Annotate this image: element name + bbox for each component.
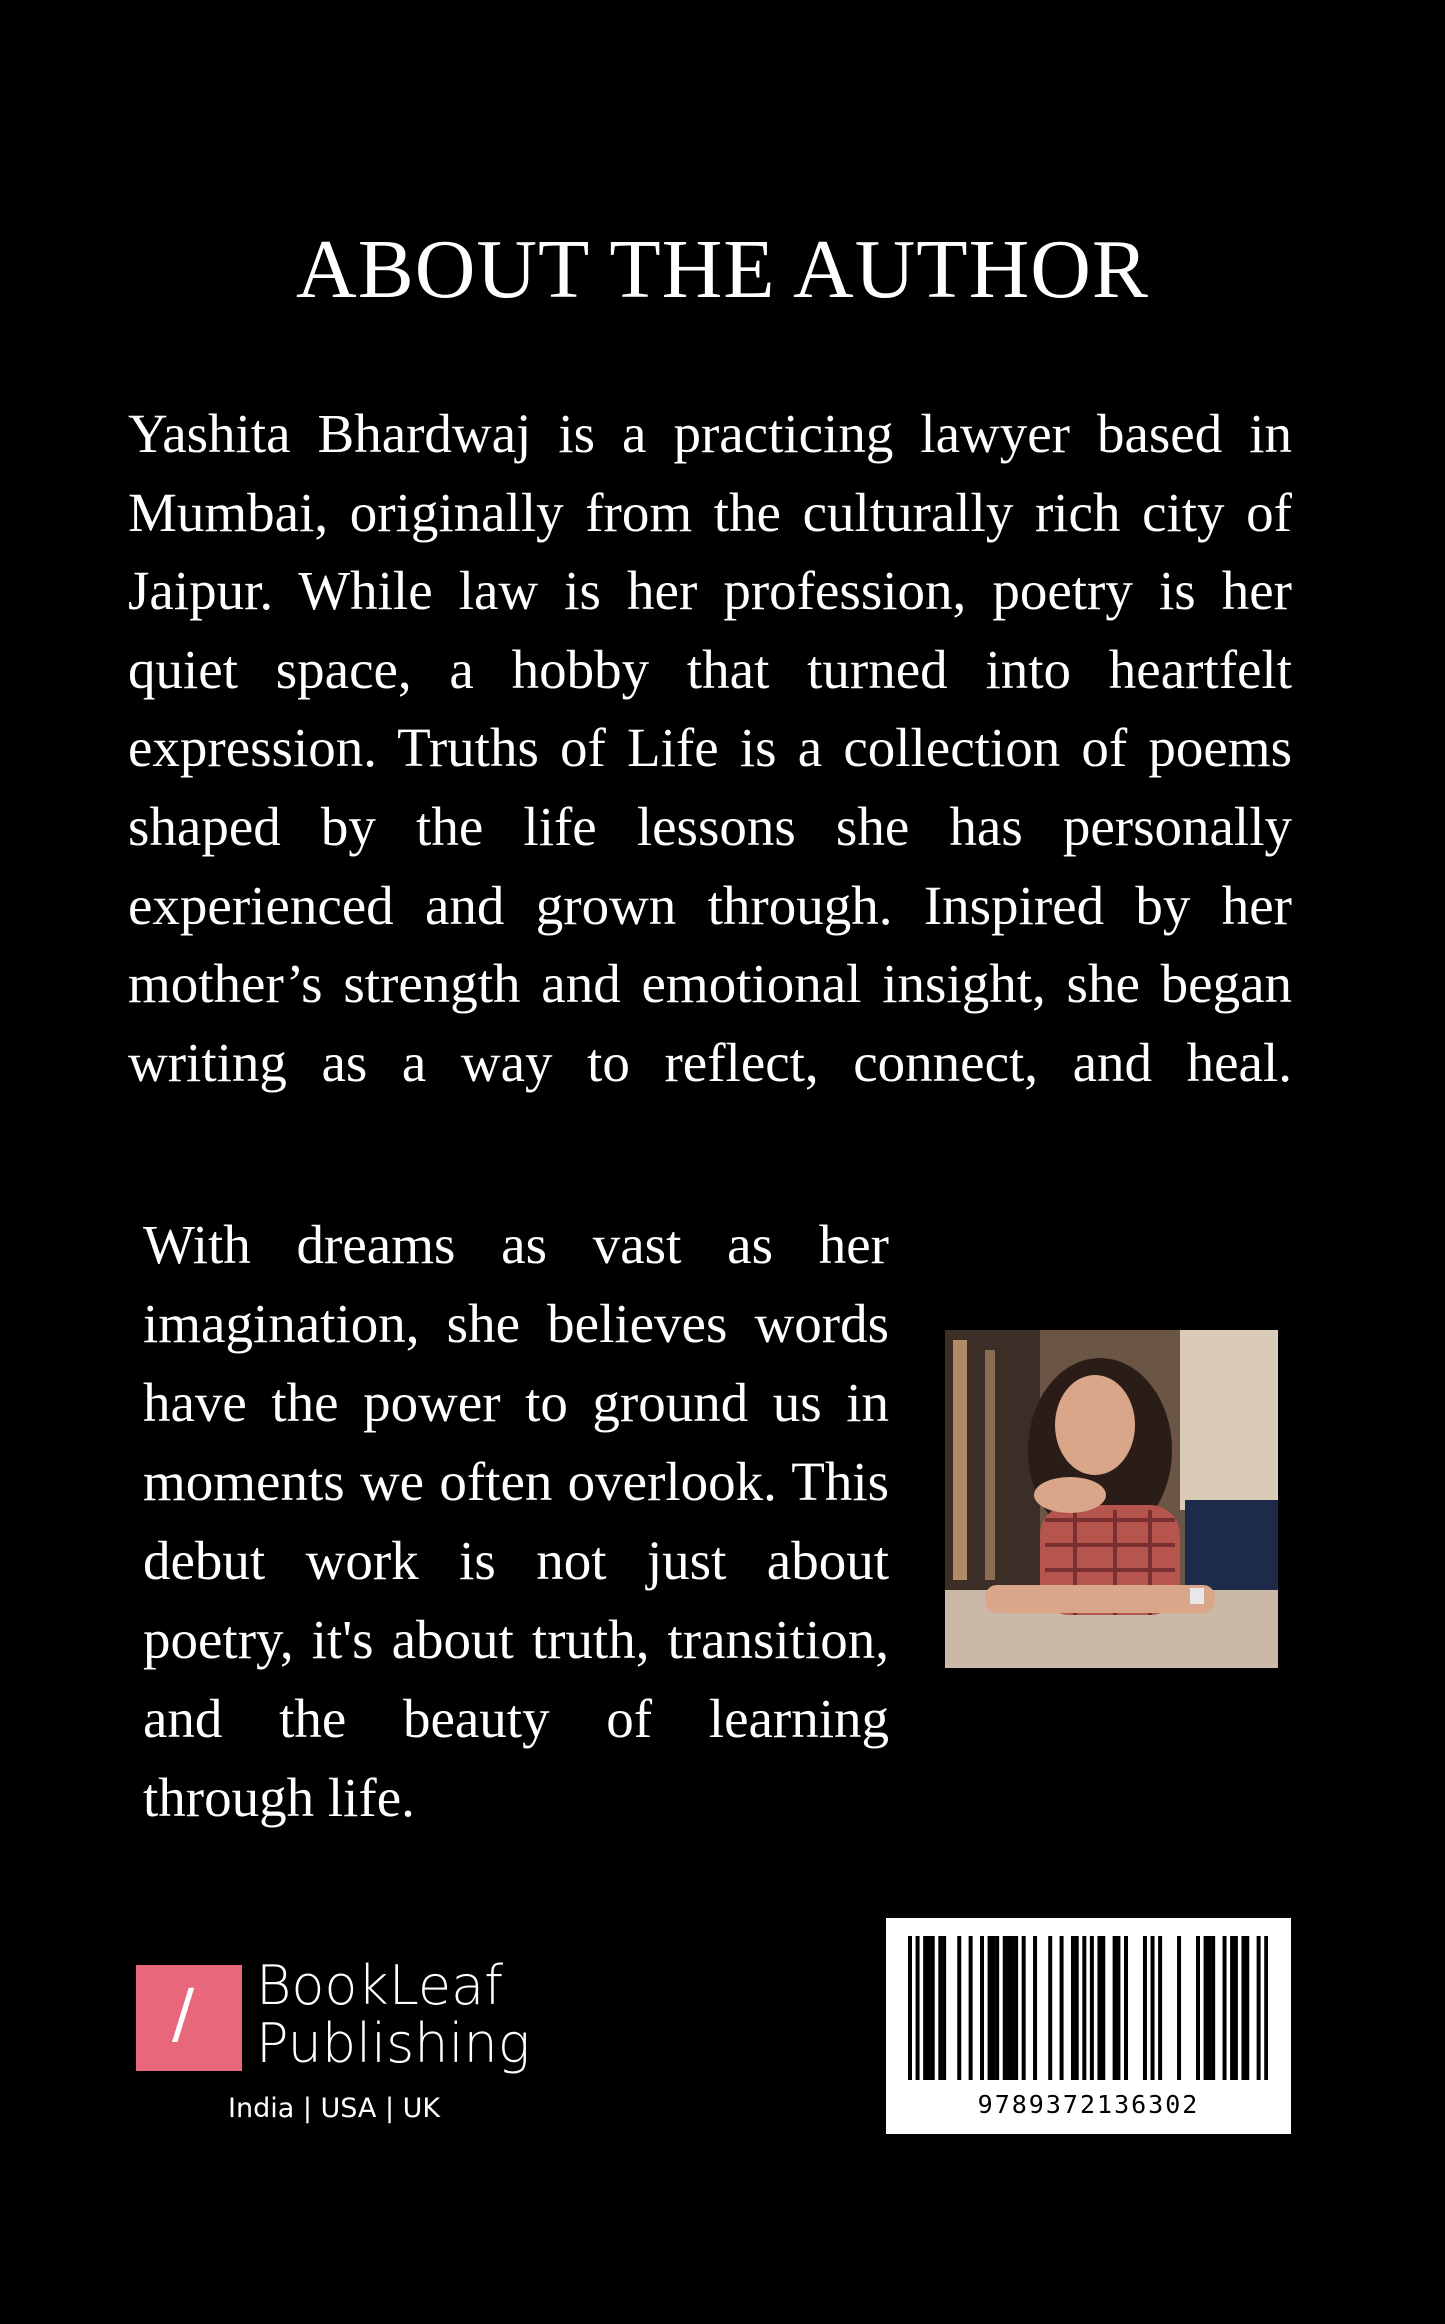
barcode-bar (1124, 1936, 1128, 2080)
barcode-bar (1010, 1936, 1014, 2080)
barcode-bar (1207, 1936, 1211, 2080)
barcode-bar (1113, 1936, 1117, 2080)
barcode-bar (927, 1936, 931, 2080)
logo-slash-glyph: / (172, 1975, 195, 2052)
barcode-bar (923, 1936, 927, 2080)
barcode-bar (1257, 1936, 1261, 2080)
barcode-bar (1003, 1936, 1007, 2080)
barcode-bar (1007, 1936, 1011, 2080)
barcode-bar (1060, 1936, 1064, 2080)
barcode-bar (1143, 1936, 1147, 2080)
barcode-bar (1097, 1936, 1101, 2080)
barcode-bar (1022, 1936, 1026, 2080)
barcode-bar (916, 1936, 920, 2080)
barcode-bar (1048, 1936, 1052, 2080)
barcode-bar (1090, 1936, 1094, 2080)
publisher-name (256, 1954, 531, 2075)
publisher-name-line-2: Publishing (256, 2012, 531, 2075)
barcode-bar (995, 1936, 999, 2080)
barcode-bar (980, 1936, 984, 2080)
page-title: ABOUT THE AUTHOR (296, 223, 1149, 316)
isbn-barcode (886, 1918, 1291, 2134)
barcode-bar (931, 1936, 935, 2080)
publisher-logo-mark (136, 1965, 242, 2071)
barcode-bar (1241, 1936, 1245, 2080)
barcode-bar (1230, 1936, 1234, 2080)
barcode-bar (1151, 1936, 1155, 2080)
author-photo (945, 1330, 1278, 1668)
barcode-bar (1234, 1936, 1238, 2080)
barcode-bar (1075, 1936, 1079, 2080)
barcode-bar (1033, 1936, 1037, 2080)
barcode-bar (1245, 1936, 1249, 2080)
barcode-bar (1196, 1936, 1200, 2080)
barcode-bar (1101, 1936, 1105, 2080)
barcode-bar (1264, 1936, 1268, 2080)
barcode-bar (908, 1936, 912, 2080)
barcode-bar (1204, 1936, 1208, 2080)
barcode-bar (938, 1936, 942, 2080)
barcode-bar (969, 1936, 973, 2080)
barcode-bar (1082, 1936, 1086, 2080)
barcode-bar (991, 1936, 995, 2080)
isbn-number: 9789372136302 (977, 2090, 1200, 2119)
author-bio-paragraph-1: Yashita Bhardwaj is a practicing lawyer based in Mumbai, originally from the culturally rich city of Jaipur. While law is her profession, poetry is her quiet space, a hobby that turned into heartfelt expression. Truths of Life is a collection of poems shaped by the life lessons she has personally experienced and grown through. Inspired by her mother’s strength and emotional insight, she began writing as a way to reflect, connect, and heal. (128, 403, 1292, 1093)
barcode-bar (942, 1936, 946, 2080)
barcode-bar (1177, 1936, 1181, 2080)
publisher-regions: India | USA | UK (228, 2093, 441, 2124)
publisher-name-line-1: BookLeaf (256, 1954, 504, 2017)
barcode-bar (1071, 1936, 1075, 2080)
barcode-bar (957, 1936, 961, 2080)
barcode-bar (988, 1936, 992, 2080)
barcode-bar (1223, 1936, 1227, 2080)
barcode-bar (1116, 1936, 1120, 2080)
barcode-bar (1014, 1936, 1018, 2080)
barcode-bar (1211, 1936, 1215, 2080)
barcode-bars (908, 1936, 1268, 2080)
barcode-bar (1158, 1936, 1162, 2080)
author-bio-paragraph-2: With dreams as vast as her imagination, she believes words have the power to ground us in moments we often overlook. This debut work is not just about poetry, it's about truth, transition, and the beauty of learning through life. (143, 1214, 889, 1828)
